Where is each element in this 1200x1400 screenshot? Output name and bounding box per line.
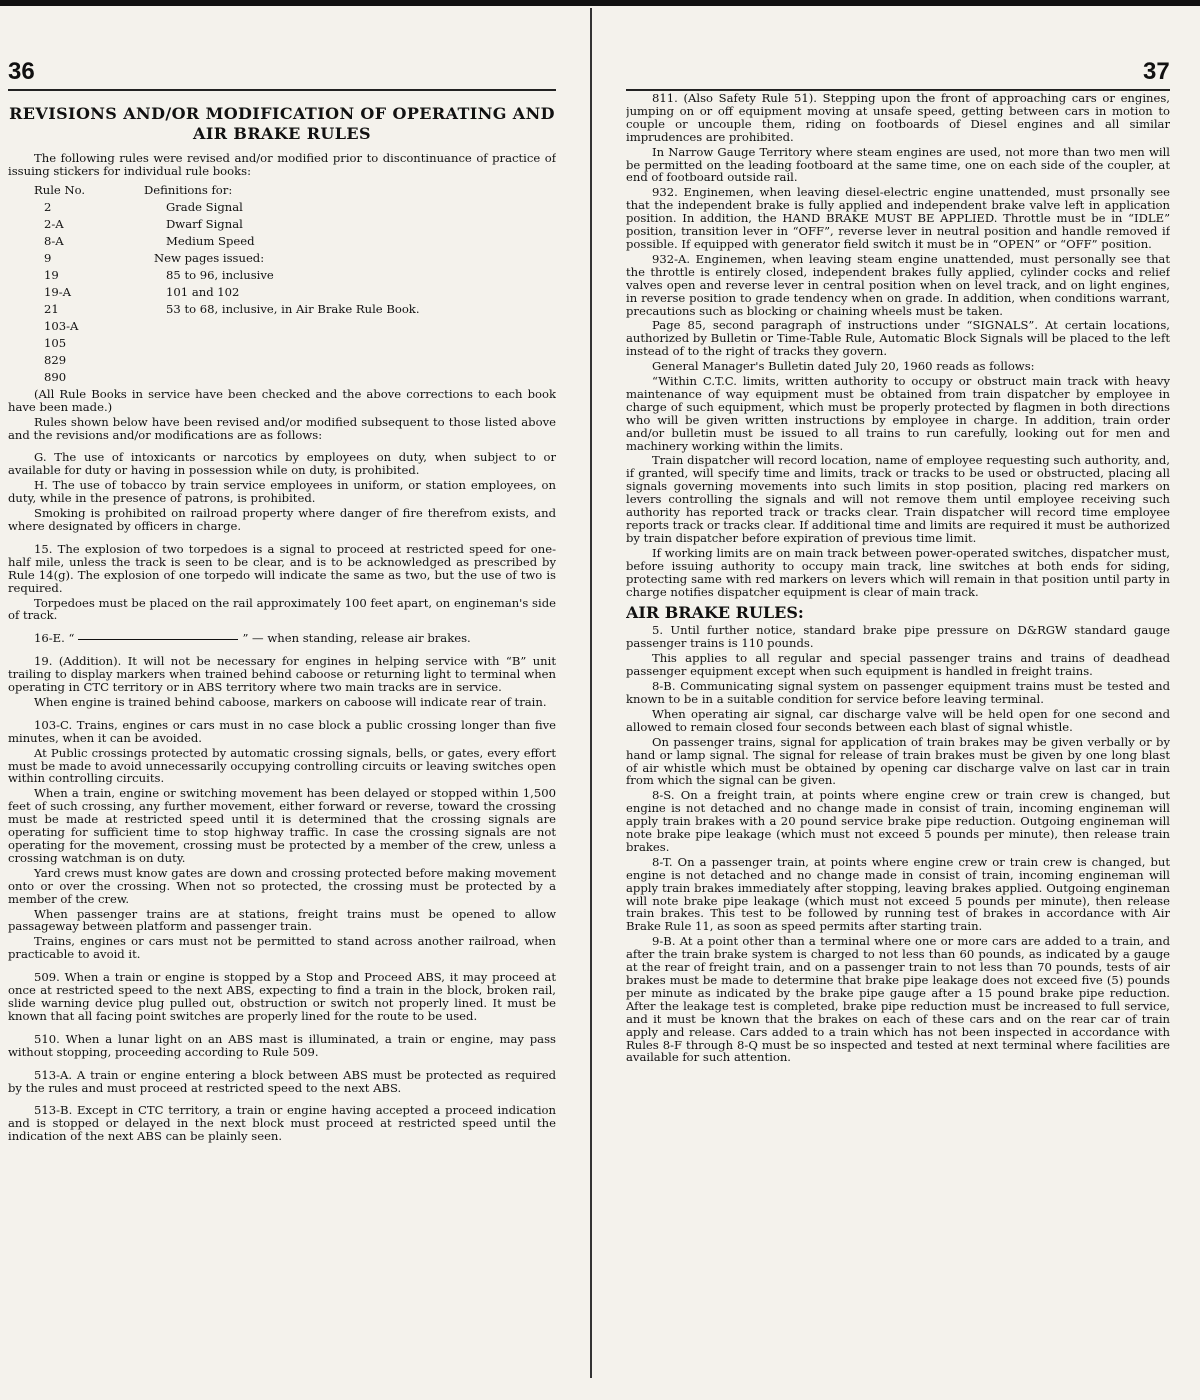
- rule-definition: 101 and 102: [166, 284, 240, 299]
- right-paragraphs: [626, 92, 1170, 598]
- paragraph: On passenger trains, signal for application of train brakes may be given verbally or by hand or lamp signal. The signal for release of train brakes must be given by one long blast of air whistle which must be obtained by opening car discharge valve on last car in train from which the signal can be given.: [626, 734, 1170, 788]
- rule-definition: [154, 352, 556, 369]
- paragraph: 8-B. Communicating signal system on passenger equipment trains must be tested and known to be in a suitable condition for service before leaving terminal.: [626, 679, 1170, 706]
- rule-number: 103-A: [44, 318, 79, 333]
- paragraph: When engine is trained behind caboose, markers on caboose will indicate rear of train.: [34, 694, 547, 709]
- rule-no-header: Rule No.: [34, 182, 86, 197]
- rule-number: 2-A: [44, 216, 64, 231]
- rule-table-row: [34, 335, 556, 352]
- air-brake-heading: AIR BRAKE RULES:: [626, 603, 804, 623]
- paragraph: 8-T. On a passenger train, at points where engine crew or train crew is changed, but engine is not detached and no change made in consist of train, incoming engineman will apply train brakes immediately after stopping, leaving brakes applied. Outgoing engineman will note brake pipe leakage (which must not exceed 5 pounds per minute), then release train brakes. This test to be followed by running test of brakes in accordance with Air Brake Rule 11, as soon as speed permits after starting train.: [626, 854, 1170, 934]
- rule-table-header: [34, 182, 556, 199]
- paragraph: 9-B. At a point other than a terminal where one or more cars are added to a train, and after the train brake system is charged to not less than 60 pounds, as indicated by a gauge at the rear of freight train, and on a passenger train to not less than 70 pounds, tests of air brakes must be made to determine that brake pipe leakage does not exceed five (5) pounds per minute as indicated by the brake pipe gauge after a 15 pound brake pipe reduction. After the leakage test is completed, brake pipe reduction must be increased to full service, and it must be known that the brakes on each of these cars and on the rear car of train apply and release. Cars added to a train which has not been inspected in accordance with Rules 8-F through 8-Q must be so inspected and tested at next terminal where facilities are available for such attention.: [626, 934, 1170, 1065]
- paragraph: 513-B. Except in CTC territory, a train or engine having accepted a proceed indication and is stopped or delayed in the next block must proceed at restricted speed until the indication of the next ABS can be plainly seen.: [8, 1103, 556, 1144]
- rule-definition: Medium Speed: [166, 233, 255, 248]
- paragraph: When passenger trains are at stations, freight trains must be opened to allow passageway between platform and passenger train.: [8, 906, 556, 934]
- paragraph: 510. When a lunar light on an ABS mast is illuminated, a train or engine, may pass without stopping, proceeding according to Rule 509.: [8, 1031, 556, 1059]
- rule-table-row: [34, 284, 556, 301]
- paragraph: G. The use of intoxicants or narcotics by employees on duty, when subject to or available for duty or having in possession while on duty, is prohibited.: [8, 450, 556, 478]
- paragraph: 19. (Addition). It will not be necessary for engines in helping service with “B” unit trailing to display markers when trained behind caboose or returning light to terminal when operating in CTC territory or in ABS territory where two main tracks are in service.: [8, 654, 556, 695]
- paragraph: 8-S. On a freight train, at points where engine crew or train crew is changed, but engine is not detached and no change made in consist of train, incoming engineman will apply train brakes with a 20 pound service brake pipe reduction. Outgoing engineman will note brake pipe leakage (which must not exceed 5 pounds per minute), then release train brakes.: [626, 788, 1170, 854]
- rule-table-row: [34, 301, 556, 318]
- paragraph: 103-C. Trains, engines or cars must in no case block a public crossing longer than five minutes, when it can be avoided.: [8, 717, 556, 745]
- rule-table-row: [34, 216, 556, 233]
- rule-table-row: [34, 233, 556, 250]
- paragraph: 15. The explosion of two torpedoes is a signal to proceed at restricted speed for one-half mile, unless the track is seen to be clear, and is to be acknowledged as prescribed by Rule 14(g). The explosion of one torpedo will indicate the same as two, but the use of two is required.: [8, 541, 556, 595]
- rule-table-body: [34, 199, 556, 386]
- paragraph: (All Rule Books in service have been checked and the above corrections to each book have been made.): [8, 386, 556, 414]
- paragraph: General Manager's Bulletin dated July 20, 1960 reads as follows:: [652, 359, 1035, 374]
- paragraph: If working limits are on main track between power-operated switches, dispatcher must, before issuing authority to occupy main track, line switches at both ends for siding, protecting same with red markers on levers which will remain in that position until party in charge notifies dispatcher equipment is clear of main track.: [626, 545, 1170, 599]
- rule-number: 19: [44, 267, 59, 282]
- rule-number: 19-A: [44, 284, 72, 299]
- paragraph: 5. Until further notice, standard brake pipe pressure on D&RGW standard gauge passenger trains is 110 pounds.: [626, 623, 1170, 651]
- rule-number: 2: [44, 199, 52, 214]
- rule-definition: 85 to 96, inclusive: [166, 267, 274, 282]
- rule-table: [34, 182, 556, 386]
- left-page: [8, 44, 556, 1390]
- rule-16e-suffix: ” — when standing, release air brakes.: [242, 631, 471, 646]
- rule-table-row: [34, 267, 556, 284]
- paragraph: In Narrow Gauge Territory where steam engines are used, not more than two men will be permitted on the leading footboard at the same time, one on each side of the coupler, at end of footboard outside rail.: [626, 144, 1170, 185]
- air-brake-paragraphs: [626, 624, 1170, 1064]
- paragraph: 513-A. A train or engine entering a block between ABS must be protected as required by the rules and must proceed at restricted speed to the next ABS.: [8, 1067, 556, 1095]
- paragraph: 509. When a train or engine is stopped by a Stop and Proceed ABS, it may proceed at once at restricted speed to the next ABS, expecting to find a train in the block, broken rail, slide warning device plug pulled out, obstruction or switch not properly lined. It must be known that all facing point switches are properly lined for the route to be used.: [8, 970, 556, 1023]
- definitions-header: Definitions for:: [144, 182, 233, 197]
- paragraph: At Public crossings protected by automatic crossing signals, bells, or gates, every effort must be made to avoid unnecessarily occupying controlling circuits or leaving switches open within controlling circuits.: [8, 745, 556, 786]
- rule-definition: Dwarf Signal: [166, 216, 243, 231]
- paragraph: 932-A. Enginemen, when leaving steam engine unattended, must personally see that the throttle is entirely closed, independent brakes fully applied, cylinder cocks and relief valves open and reverse lever in central position when on level track, and on light engines, in reverse position to grade tendency when on grade. In addition, when conditions warrant, precautions such as blocking or chaining wheels must be taken.: [626, 251, 1170, 318]
- rule-table-row: [34, 352, 556, 369]
- rule-number: 8-A: [44, 233, 64, 248]
- left-page-number: 36: [8, 58, 35, 85]
- paragraph: H. The use of tobacco by train service employees in uniform, or station employees, on duty, while in the presence of patrons, is prohibited.: [8, 478, 556, 506]
- left-paragraphs-2: [8, 655, 556, 1143]
- rule-table-row: [34, 199, 556, 216]
- paragraph: When operating air signal, car discharge valve will be held open for one second and allowed to remain closed four seconds between each blast of signal whistle.: [626, 706, 1170, 734]
- page-title: REVISIONS AND/OR MODIFICATION OF OPERATING AND AIR BRAKE RULES: [9, 104, 555, 143]
- rule-16e: [8, 632, 556, 645]
- rule-number: 105: [44, 335, 67, 350]
- rule-number: 890: [44, 369, 67, 384]
- rule-table-row: [34, 369, 556, 386]
- rule-definition: [154, 318, 556, 335]
- top-edge: [0, 0, 1200, 6]
- rule-number: 9: [44, 250, 52, 265]
- book-gutter: [590, 8, 592, 1378]
- paragraph: 811. (Also Safety Rule 51). Stepping upon the front of approaching cars or engines, jumping on or off equipment moving at unsafe speed, getting between cars in motion to couple or uncouple them, riding on footboards of Diesel engines and all similar imprudences are prohibited.: [626, 91, 1170, 144]
- rule-definition: [154, 335, 556, 352]
- right-page-content: [626, 92, 1170, 1066]
- paragraph: This applies to all regular and special passenger trains and trains of deadhead passenger equipment except when such equipment is handled in freight trains.: [626, 651, 1170, 679]
- paragraph: When a train, engine or switching movement has been delayed or stopped within 1,500 feet of such crossing, any further movement, either forward or reverse, toward the crossing must be made at restricted speed until it is determined that the crossing signals are operating for sufficient time to stop highway traffic. In case the crossing signals are not operating for the movement, crossing must be protected by a member of the crew, unless a crossing watchman is on duty.: [8, 786, 556, 865]
- rule-definition: New pages issued:: [154, 250, 265, 265]
- rule-number: 829: [44, 352, 67, 367]
- paragraph: Train dispatcher will record location, name of employee requesting such authority, and, if granted, will specify time and limits, track or tracks to be used or obstructed, placing all signals governing movements into such limits in stop position, placing red markers on levers controlling the signals and will not remove them until employee receiving such authority has reported track or tracks clear. Train dispatcher will record time employee reports track or tracks clear. If additional time and limits are required it must be authorized by train dispatcher before expiration of previous time limit.: [626, 453, 1170, 545]
- intro-paragraph: The following rules were revised and/or modified prior to discontinuance of practice of issuing stickers for individual rule books:: [8, 151, 556, 178]
- paragraph: Torpedoes must be placed on the rail approximately 100 feet apart, on engineman's side of track.: [8, 595, 556, 623]
- rule-table-row: [34, 250, 556, 267]
- paragraph: Trains, engines or cars must not be permitted to stand across another railroad, when practicable to avoid it.: [8, 934, 556, 962]
- paragraph: Rules shown below have been revised and/or modified subsequent to those listed above and the revisions and/or modifications are as follows:: [8, 414, 556, 442]
- rule-definition: 53 to 68, inclusive, in Air Brake Rule Book.: [166, 301, 420, 316]
- paragraph: 932. Enginemen, when leaving diesel-electric engine unattended, must prsonally see that the independent brake is fully applied and independent brake valve left in application position. In addition, the HAND BRAKE MUST BE APPLIED. Throttle must be in “IDLE” position, transition lever in “OFF”, reverse lever in neutral position and handle removed if possible. If equipped with generator field switch it must be in “OPEN” or “OFF” position.: [626, 185, 1170, 251]
- paragraph: Smoking is prohibited on railroad property where danger of fire therefrom exists, and where designated by officers in charge.: [8, 506, 556, 533]
- rule-table-row: [34, 318, 556, 335]
- rule-definition: Grade Signal: [166, 199, 243, 214]
- paragraph: Yard crews must know gates are down and crossing protected before making movement onto or over the crossing. When not so protected, the crossing must be protected by a member of the crew.: [8, 865, 556, 906]
- rule-number: 21: [44, 301, 59, 316]
- rule-16e-prefix: 16-E. “: [34, 631, 75, 646]
- blank-line: [78, 639, 238, 640]
- right-page-number: 37: [1143, 58, 1170, 85]
- left-paragraphs: [8, 388, 556, 623]
- rule-definition: [154, 369, 556, 386]
- right-page: [626, 44, 1170, 1390]
- paragraph: Page 85, second paragraph of instructions under “SIGNALS”. At certain locations, authorized by Bulletin or Time-Table Rule, Automatic Block Signals will be placed to the left instead of to the right of tracks they govern.: [626, 318, 1170, 359]
- paragraph: “Within C.T.C. limits, written authority to occupy or obstruct main track with heavy maintenance of way equipment must be obtained from train dispatcher by employee in charge of such equipment, which must be properly protected by flagmen in both directions who will be given written instructions by employee in charge. In addition, train order and/or bulletin must be issued to all trains to run carefully, looking out for men and machinery working within the limits.: [626, 374, 1170, 453]
- left-page-content: [8, 104, 556, 1145]
